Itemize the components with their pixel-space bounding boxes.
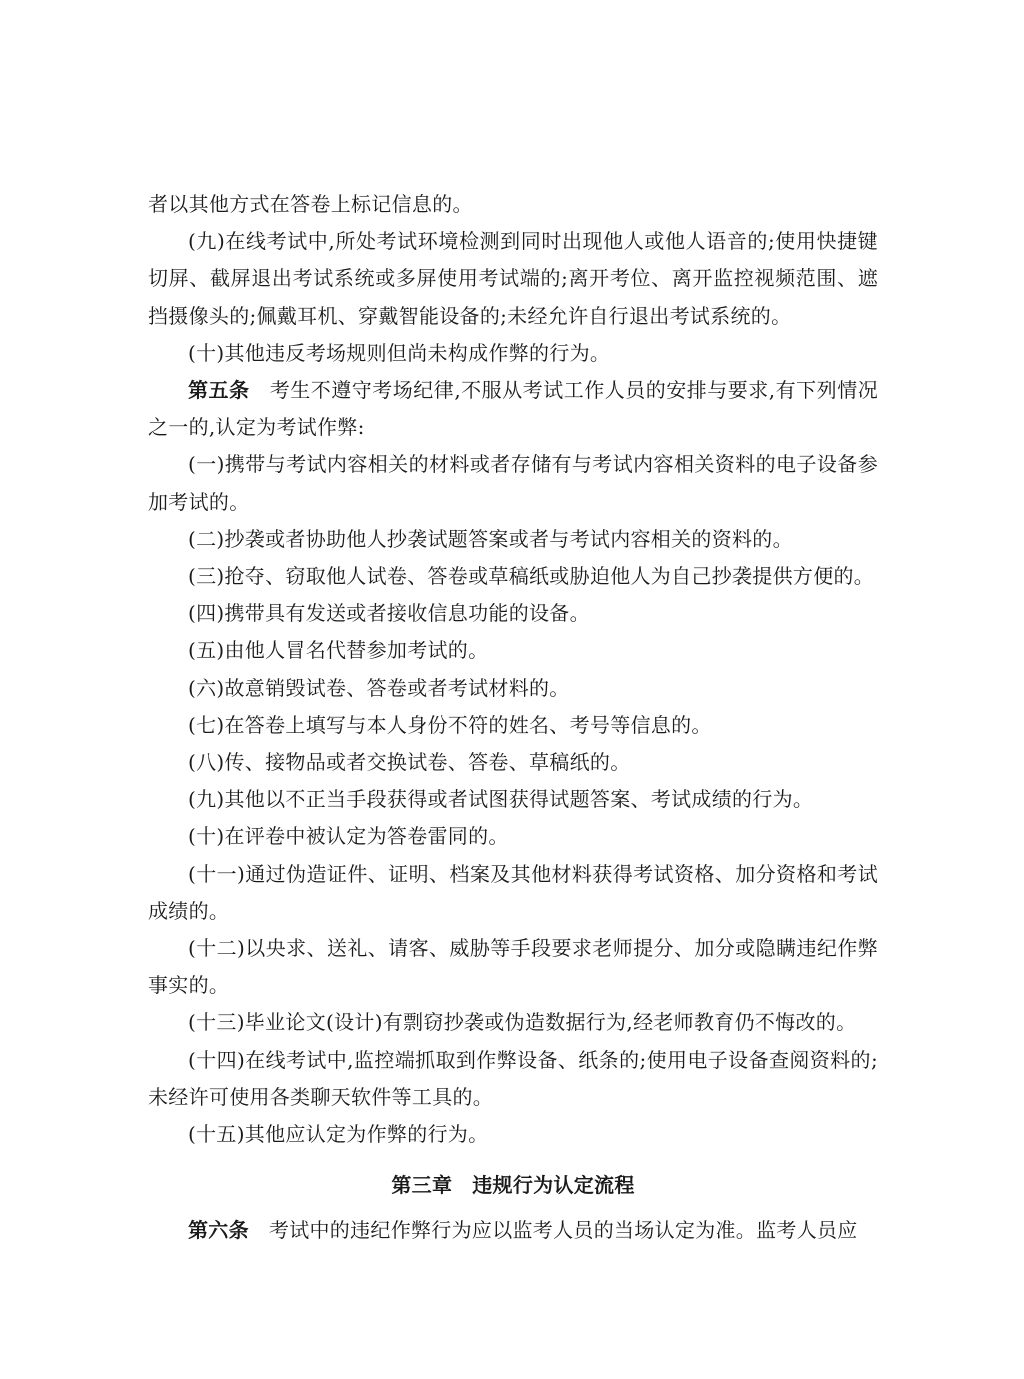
article5-body: 考生不遵守考场纪律,不服从考试工作人员的安排与要求,有下列情况之一的,认定为考试作弊: xyxy=(148,378,878,440)
article5-item-3: (三)抢夺、窃取他人试卷、答卷或草稿纸或胁迫他人为自己抄袭提供方便的。 xyxy=(188,564,875,589)
article5-item-8: (八)传、接物品或者交换试卷、答卷、草稿纸的。 xyxy=(188,750,631,775)
article6-heading: 第六条 xyxy=(188,1218,249,1243)
article5-item-15: (十五)其他应认定为作弊的行为。 xyxy=(188,1122,489,1147)
article6-paragraph xyxy=(148,1212,878,1249)
chapter-heading xyxy=(148,1167,878,1204)
article5-item-1: (一)携带与考试内容相关的材料或者存储有与考试内容相关资料的电子设备参加考试的。 xyxy=(148,452,878,514)
article5-item-6: (六)故意销毁试卷、答卷或者考试材料的。 xyxy=(188,675,570,700)
document-page xyxy=(148,186,878,1250)
article5-item-11: (十一)通过伪造证件、证明、档案及其他材料获得考试资格、加分资格和考试成绩的。 xyxy=(148,861,878,923)
article4-item-10: (十)其他违反考场规则但尚未构成作弊的行为。 xyxy=(188,340,611,365)
article5-item-4: (四)携带具有发送或者接收信息功能的设备。 xyxy=(188,601,590,626)
article4-item-9: (九)在线考试中,所处考试环境检测到同时出现他人或他人语音的;使用快捷键切屏、截屏退出考试系统或多屏使用考试端的;离开考位、离开监控视频范围、遮挡摄像头的;佩戴耳机、穿戴智能设备的;未经允许自行退出考试系统的。 xyxy=(148,229,878,328)
article5-item-10: (十)在评卷中被认定为答卷雷同的。 xyxy=(188,824,509,849)
article5-item-2: (二)抄袭或者协助他人抄袭试题答案或者与考试内容相关的资料的。 xyxy=(188,526,793,551)
article5-item-13: (十三)毕业论文(设计)有剽窃抄袭或伪造数据行为,经老师教育仍不悔改的。 xyxy=(188,1010,857,1035)
article5-heading: 第五条 xyxy=(188,378,250,403)
article6-body: 考试中的违纪作弊行为应以监考人员的当场认定为准。监考人员应 xyxy=(268,1218,858,1243)
chapter-number: 第三章 xyxy=(391,1173,453,1198)
article5-item-9: (九)其他以不正当手段获得或者试图获得试题答案、考试成绩的行为。 xyxy=(188,787,814,812)
paragraph-continuation: 者以其他方式在答卷上标记信息的。 xyxy=(148,192,473,216)
chapter-title: 违规行为认定流程 xyxy=(472,1173,635,1198)
article5-paragraph xyxy=(148,372,878,446)
article5-item-5: (五)由他人冒名代替参加考试的。 xyxy=(188,638,489,663)
article5-item-7: (七)在答卷上填写与本人身份不符的姓名、考号等信息的。 xyxy=(188,712,712,737)
article5-item-12: (十二)以央求、送礼、请客、威胁等手段要求老师提分、加分或隐瞒违纪作弊事实的。 xyxy=(148,936,878,998)
article5-item-14: (十四)在线考试中,监控端抓取到作弊设备、纸条的;使用电子设备查阅资料的;未经许可使用各类聊天软件等工具的。 xyxy=(148,1047,878,1109)
